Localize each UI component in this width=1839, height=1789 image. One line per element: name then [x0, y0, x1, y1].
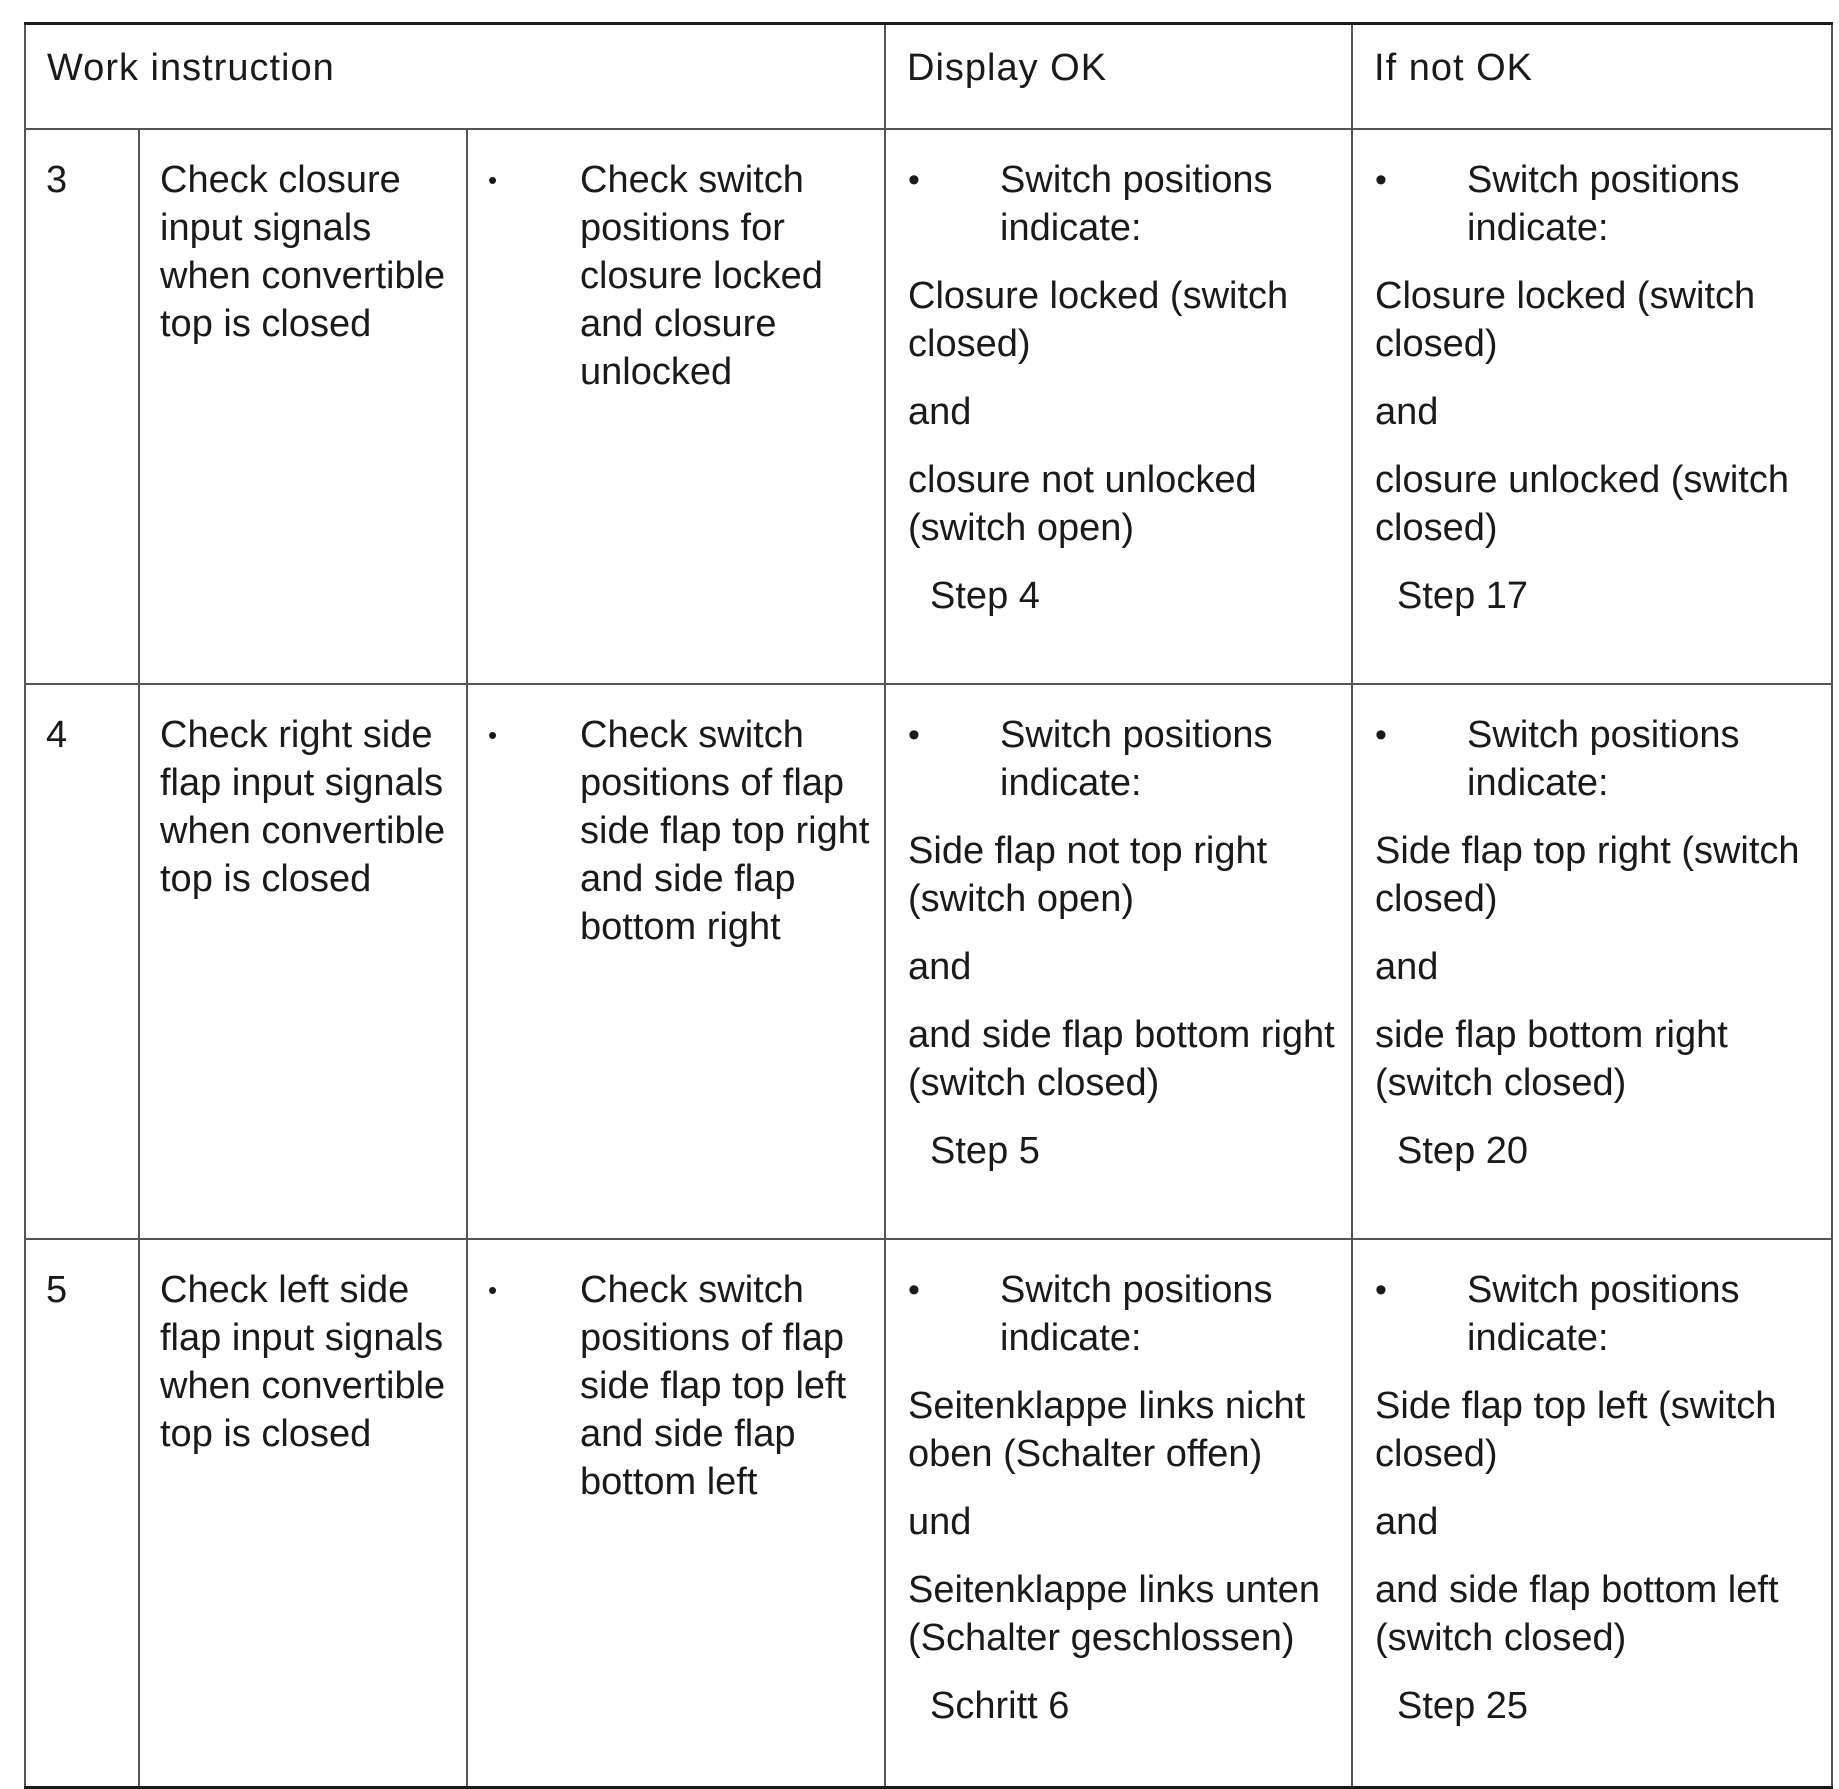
notok-line2: and side flap bottom left (switch closed) — [1375, 1569, 1779, 1659]
row-display-ok — [885, 684, 1352, 1239]
row-if-not-ok — [1352, 1239, 1832, 1788]
notok-line1: Side flap top left (switch closed) — [1375, 1385, 1777, 1475]
header-work-instruction — [25, 24, 885, 130]
row-title: Check left side flap input signals when convertible top is closed — [139, 1239, 467, 1788]
ok-line1: Closure locked (switch closed) — [908, 275, 1289, 365]
ok-line2: and side flap bottom right (switch closed) — [908, 1014, 1335, 1104]
notok-conjunction: and — [1375, 1501, 1439, 1543]
row-action — [467, 129, 885, 684]
ok-line2: Seitenklappe links unten (Schalter geschlossen) — [908, 1569, 1320, 1659]
notok-conjunction: and — [1375, 391, 1439, 433]
action-text: Check switch positions for closure locked and closure unlocked — [580, 159, 823, 393]
ok-next-step: Step 4 — [930, 575, 1040, 617]
row-if-not-ok — [1352, 129, 1832, 684]
bullet-icon: • — [1375, 716, 1387, 754]
bullet-icon: • — [488, 165, 498, 195]
notok-line1: Side flap top right (switch closed) — [1375, 830, 1800, 920]
row-number: 3 — [25, 129, 139, 684]
row-display-ok — [885, 1239, 1352, 1788]
ok-lead: Switch positions indicate: — [1000, 1269, 1273, 1359]
ok-next-step: Step 5 — [930, 1130, 1040, 1172]
table-row — [25, 684, 1832, 1239]
row-display-ok — [885, 129, 1352, 684]
bullet-icon: • — [908, 161, 920, 199]
ok-line1: Seitenklappe links nicht oben (Schalter offen) — [908, 1385, 1306, 1475]
table-header-row — [25, 24, 1832, 130]
notok-lead: Switch positions indicate: — [1467, 714, 1740, 804]
notok-conjunction: and — [1375, 946, 1439, 988]
ok-conjunction: und — [908, 1501, 972, 1543]
table-row — [25, 129, 1832, 684]
header-display-ok-label: Display OK — [907, 46, 1108, 89]
ok-lead: Switch positions indicate: — [1000, 159, 1273, 249]
action-text: Check switch positions of flap side flap top left and side flap bottom left — [580, 1269, 847, 1503]
header-if-not-ok-label: If not OK — [1374, 46, 1533, 89]
notok-next-step: Step 17 — [1397, 575, 1529, 617]
notok-line2: side flap bottom right (switch closed) — [1375, 1014, 1728, 1104]
row-action — [467, 684, 885, 1239]
notok-next-step: Step 25 — [1397, 1685, 1529, 1727]
bullet-icon: • — [1375, 161, 1387, 199]
action-text: Check switch positions of flap side flap top right and side flap bottom right — [580, 714, 870, 948]
ok-line1: Side flap not top right (switch open) — [908, 830, 1268, 920]
notok-lead: Switch positions indicate: — [1467, 1269, 1740, 1359]
bullet-icon: • — [488, 720, 498, 750]
notok-line1: Closure locked (switch closed) — [1375, 275, 1756, 365]
bullet-icon: • — [908, 716, 920, 754]
ok-lead: Switch positions indicate: — [1000, 714, 1273, 804]
row-title: Check right side flap input signals when convertible top is closed — [139, 684, 467, 1239]
ok-conjunction: and — [908, 946, 972, 988]
row-number: 4 — [25, 684, 139, 1239]
ok-line2: closure not unlocked (switch open) — [908, 459, 1257, 549]
bullet-icon: • — [1375, 1271, 1387, 1309]
notok-lead: Switch positions indicate: — [1467, 159, 1740, 249]
notok-next-step: Step 20 — [1397, 1130, 1529, 1172]
work-instruction-table-frame — [24, 22, 1831, 1727]
ok-conjunction: and — [908, 391, 972, 433]
notok-line2: closure unlocked (switch closed) — [1375, 459, 1789, 549]
table-row — [25, 1239, 1832, 1788]
ok-next-step: Schritt 6 — [930, 1685, 1070, 1727]
row-action — [467, 1239, 885, 1788]
header-work-instruction-label: Work instruction — [47, 46, 335, 89]
row-if-not-ok — [1352, 684, 1832, 1239]
bullet-icon: • — [488, 1275, 498, 1305]
row-title: Check closure input signals when convertible top is closed — [139, 129, 467, 684]
work-instruction-table — [24, 22, 1833, 1789]
header-if-not-ok — [1352, 24, 1832, 130]
row-number: 5 — [25, 1239, 139, 1788]
header-display-ok — [885, 24, 1352, 130]
bullet-icon: • — [908, 1271, 920, 1309]
